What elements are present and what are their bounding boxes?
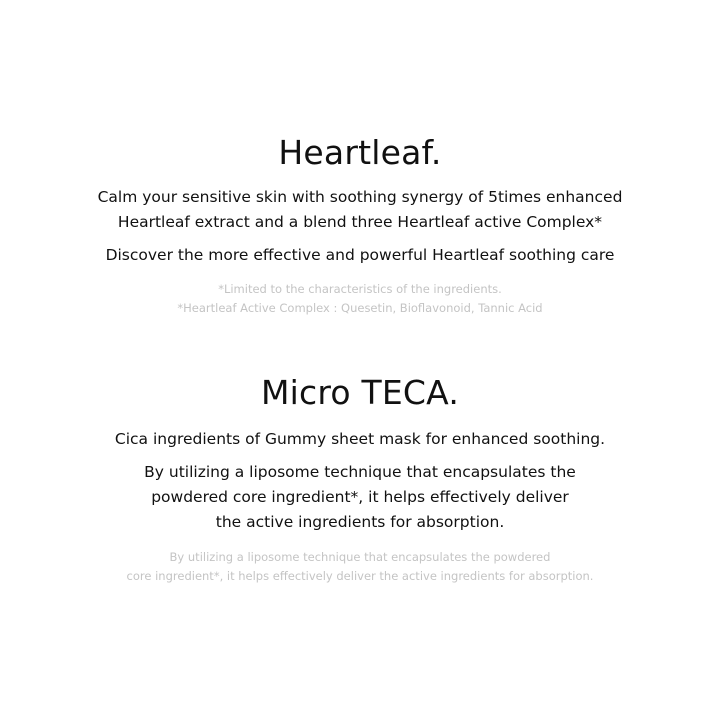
micro-teca-footnotes	[0, 548, 720, 586]
micro-teca-summary	[0, 427, 720, 452]
heartleaf-footnote: *Heartleaf Active Complex : Quesetin, Bioflavonoid, Tannic Acid	[177, 301, 543, 315]
micro-teca-footnote: core ingredient*, it helps effectively deliver the active ingredients for absorption.	[126, 569, 594, 583]
heartleaf-description-line: Calm your sensitive skin with soothing synergy of 5times enhanced	[97, 188, 623, 206]
heartleaf-title: Heartleaf.	[278, 133, 442, 172]
heartleaf-tagline-line: Discover the more effective and powerful Heartleaf soothing care	[105, 246, 615, 264]
micro-teca-description-line: By utilizing a liposome technique that encapsulates the	[144, 463, 576, 481]
micro-teca-description	[0, 460, 720, 535]
micro-teca-summary-line: Cica ingredients of Gummy sheet mask for enhanced soothing.	[114, 430, 606, 448]
micro-teca-title: Micro TECA.	[260, 373, 460, 412]
heartleaf-description-line: Heartleaf extract and a blend three Heartleaf active Complex*	[117, 213, 603, 231]
heartleaf-footnote: *Limited to the characteristics of the ingredients.	[218, 282, 502, 296]
micro-teca-footnote: By utilizing a liposome technique that encapsulates the powdered	[169, 550, 551, 564]
heartleaf-tagline	[0, 243, 720, 268]
micro-teca-section	[0, 373, 720, 586]
micro-teca-description-line: the active ingredients for absorption.	[215, 513, 505, 531]
heartleaf-footnotes	[0, 280, 720, 318]
heartleaf-section	[0, 133, 720, 318]
micro-teca-description-line: powdered core ingredient*, it helps effectively deliver	[151, 488, 569, 506]
heartleaf-description	[0, 185, 720, 235]
